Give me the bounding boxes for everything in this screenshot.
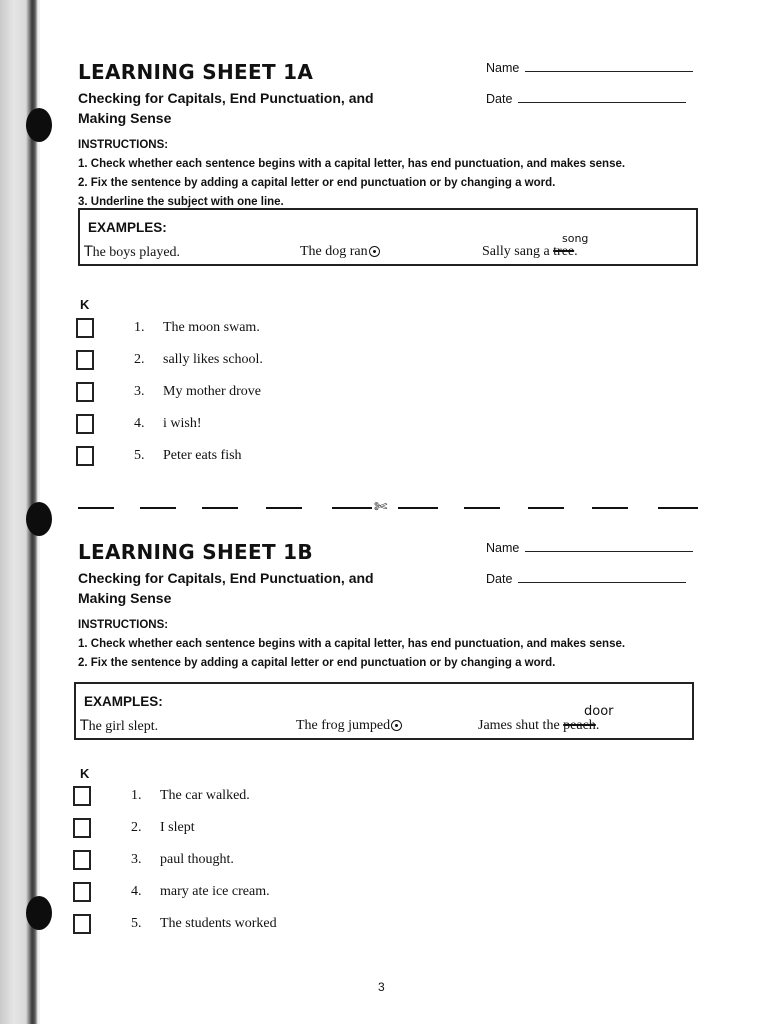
name-field[interactable] [486,540,693,555]
cut-dash [464,507,500,509]
circled-period-icon [391,720,402,731]
binder-hole [26,502,52,536]
example-1 [80,718,158,735]
instruction-1: 1. Check whether each sentence begins with a capital letter, has end punctuation, and makes sense. [78,638,626,650]
scissors-icon: ✄ [374,497,388,516]
binder-hole [26,108,52,142]
item-sentence: mary ate ice cream. [160,884,270,899]
page-number: 3 [378,980,385,994]
cut-dash [140,507,176,509]
checkbox[interactable] [73,914,91,934]
checkbox[interactable] [76,446,94,466]
item-sentence: My mother drove [163,384,261,399]
instructions-title: INSTRUCTIONS: [78,139,169,151]
item-number: 2. [131,820,142,835]
item-number: 3. [134,384,145,399]
example-2 [300,244,380,260]
sheet-subtitle: Checking for Capitals, End Punctuation, and Making Sense [78,90,374,126]
example-3-pre: Sally sang a [482,244,554,259]
item-number: 1. [131,788,142,803]
item-sentence: i wish! [163,416,202,431]
checkbox[interactable] [76,350,94,370]
item-sentence: sally likes school. [163,352,263,367]
cut-dash [528,507,564,509]
instruction-3: 3. Underline the subject with one line. [78,196,284,208]
item-sentence: The moon swam. [163,320,260,335]
instructions [78,136,625,212]
item-number: 3. [131,852,142,867]
sheet-title: LEARNING SHEET 1A [78,60,314,84]
name-line[interactable] [525,540,693,552]
date-line[interactable] [518,91,686,103]
checkbox[interactable] [73,818,91,838]
checkbox[interactable] [76,414,94,434]
instruction-1: 1. Check whether each sentence begins with a capital letter, has end punctuation, and makes sense. [78,158,626,170]
example-3-post: . [595,718,600,733]
examples-label: EXAMPLES: [84,694,163,709]
checkbox[interactable] [73,786,91,806]
binder-hole [26,896,52,930]
cut-dash [202,507,238,509]
example-3-pre: James shut the [478,718,564,733]
name-line[interactable] [525,60,693,72]
cut-dash [658,507,698,509]
handwritten-correction: door [584,704,614,719]
checkbox[interactable] [76,382,94,402]
example-3-struck-word: peach [563,718,596,733]
item-number: 5. [131,916,142,931]
example-3-post: . [574,244,578,259]
instructions [78,616,625,673]
example-3 [482,244,578,260]
instructions-title: INSTRUCTIONS: [78,619,169,631]
item-sentence: paul thought. [160,852,234,867]
handwritten-capital: T [80,718,89,734]
item-sentence: I slept [160,820,195,835]
cut-dash [398,507,438,509]
example-1-text: he girl slept. [88,719,159,734]
item-sentence: Peter eats fish [163,448,242,463]
name-label: Name [486,61,520,75]
example-3-struck-word: tree [553,244,575,259]
example-2-text: The dog ran [300,244,368,259]
cut-dash [266,507,302,509]
cut-dash [332,507,372,509]
date-line[interactable] [518,571,686,583]
date-field[interactable] [486,91,686,106]
example-1-text: he boys played. [92,245,181,260]
cut-dash [78,507,114,509]
example-2 [296,718,402,734]
item-sentence: The car walked. [160,788,250,803]
item-sentence: The students worked [160,916,277,931]
examples-box [74,682,694,740]
checkbox[interactable] [76,318,94,338]
sheet-subtitle: Checking for Capitals, End Punctuation, and Making Sense [78,570,374,606]
checkbox[interactable] [73,850,91,870]
item-number: 4. [134,416,145,431]
date-label: Date [486,92,513,106]
date-field[interactable] [486,571,686,586]
instruction-2: 2. Fix the sentence by adding a capital letter or end punctuation or by changing a word. [78,657,556,669]
example-3 [478,718,599,734]
checkbox[interactable] [73,882,91,902]
examples-label: EXAMPLES: [88,220,167,235]
examples-box [78,208,698,266]
cut-dash [592,507,628,509]
handwritten-capital: T [84,244,93,260]
date-label: Date [486,572,513,586]
example-2-text: The frog jumped [296,718,391,733]
item-number: 1. [134,320,145,335]
sheet-title: LEARNING SHEET 1B [78,540,313,564]
instruction-2: 2. Fix the sentence by adding a capital letter or end punctuation or by changing a word. [78,177,556,189]
item-number: 5. [134,448,145,463]
name-label: Name [486,541,520,555]
circled-period-icon [369,246,380,257]
example-1 [84,244,180,261]
name-field[interactable] [486,60,693,75]
k-label: K [80,297,90,312]
item-number: 4. [131,884,142,899]
k-label: K [80,766,90,781]
handwritten-correction: song [562,232,589,245]
cut-line [78,497,698,516]
item-number: 2. [134,352,145,367]
